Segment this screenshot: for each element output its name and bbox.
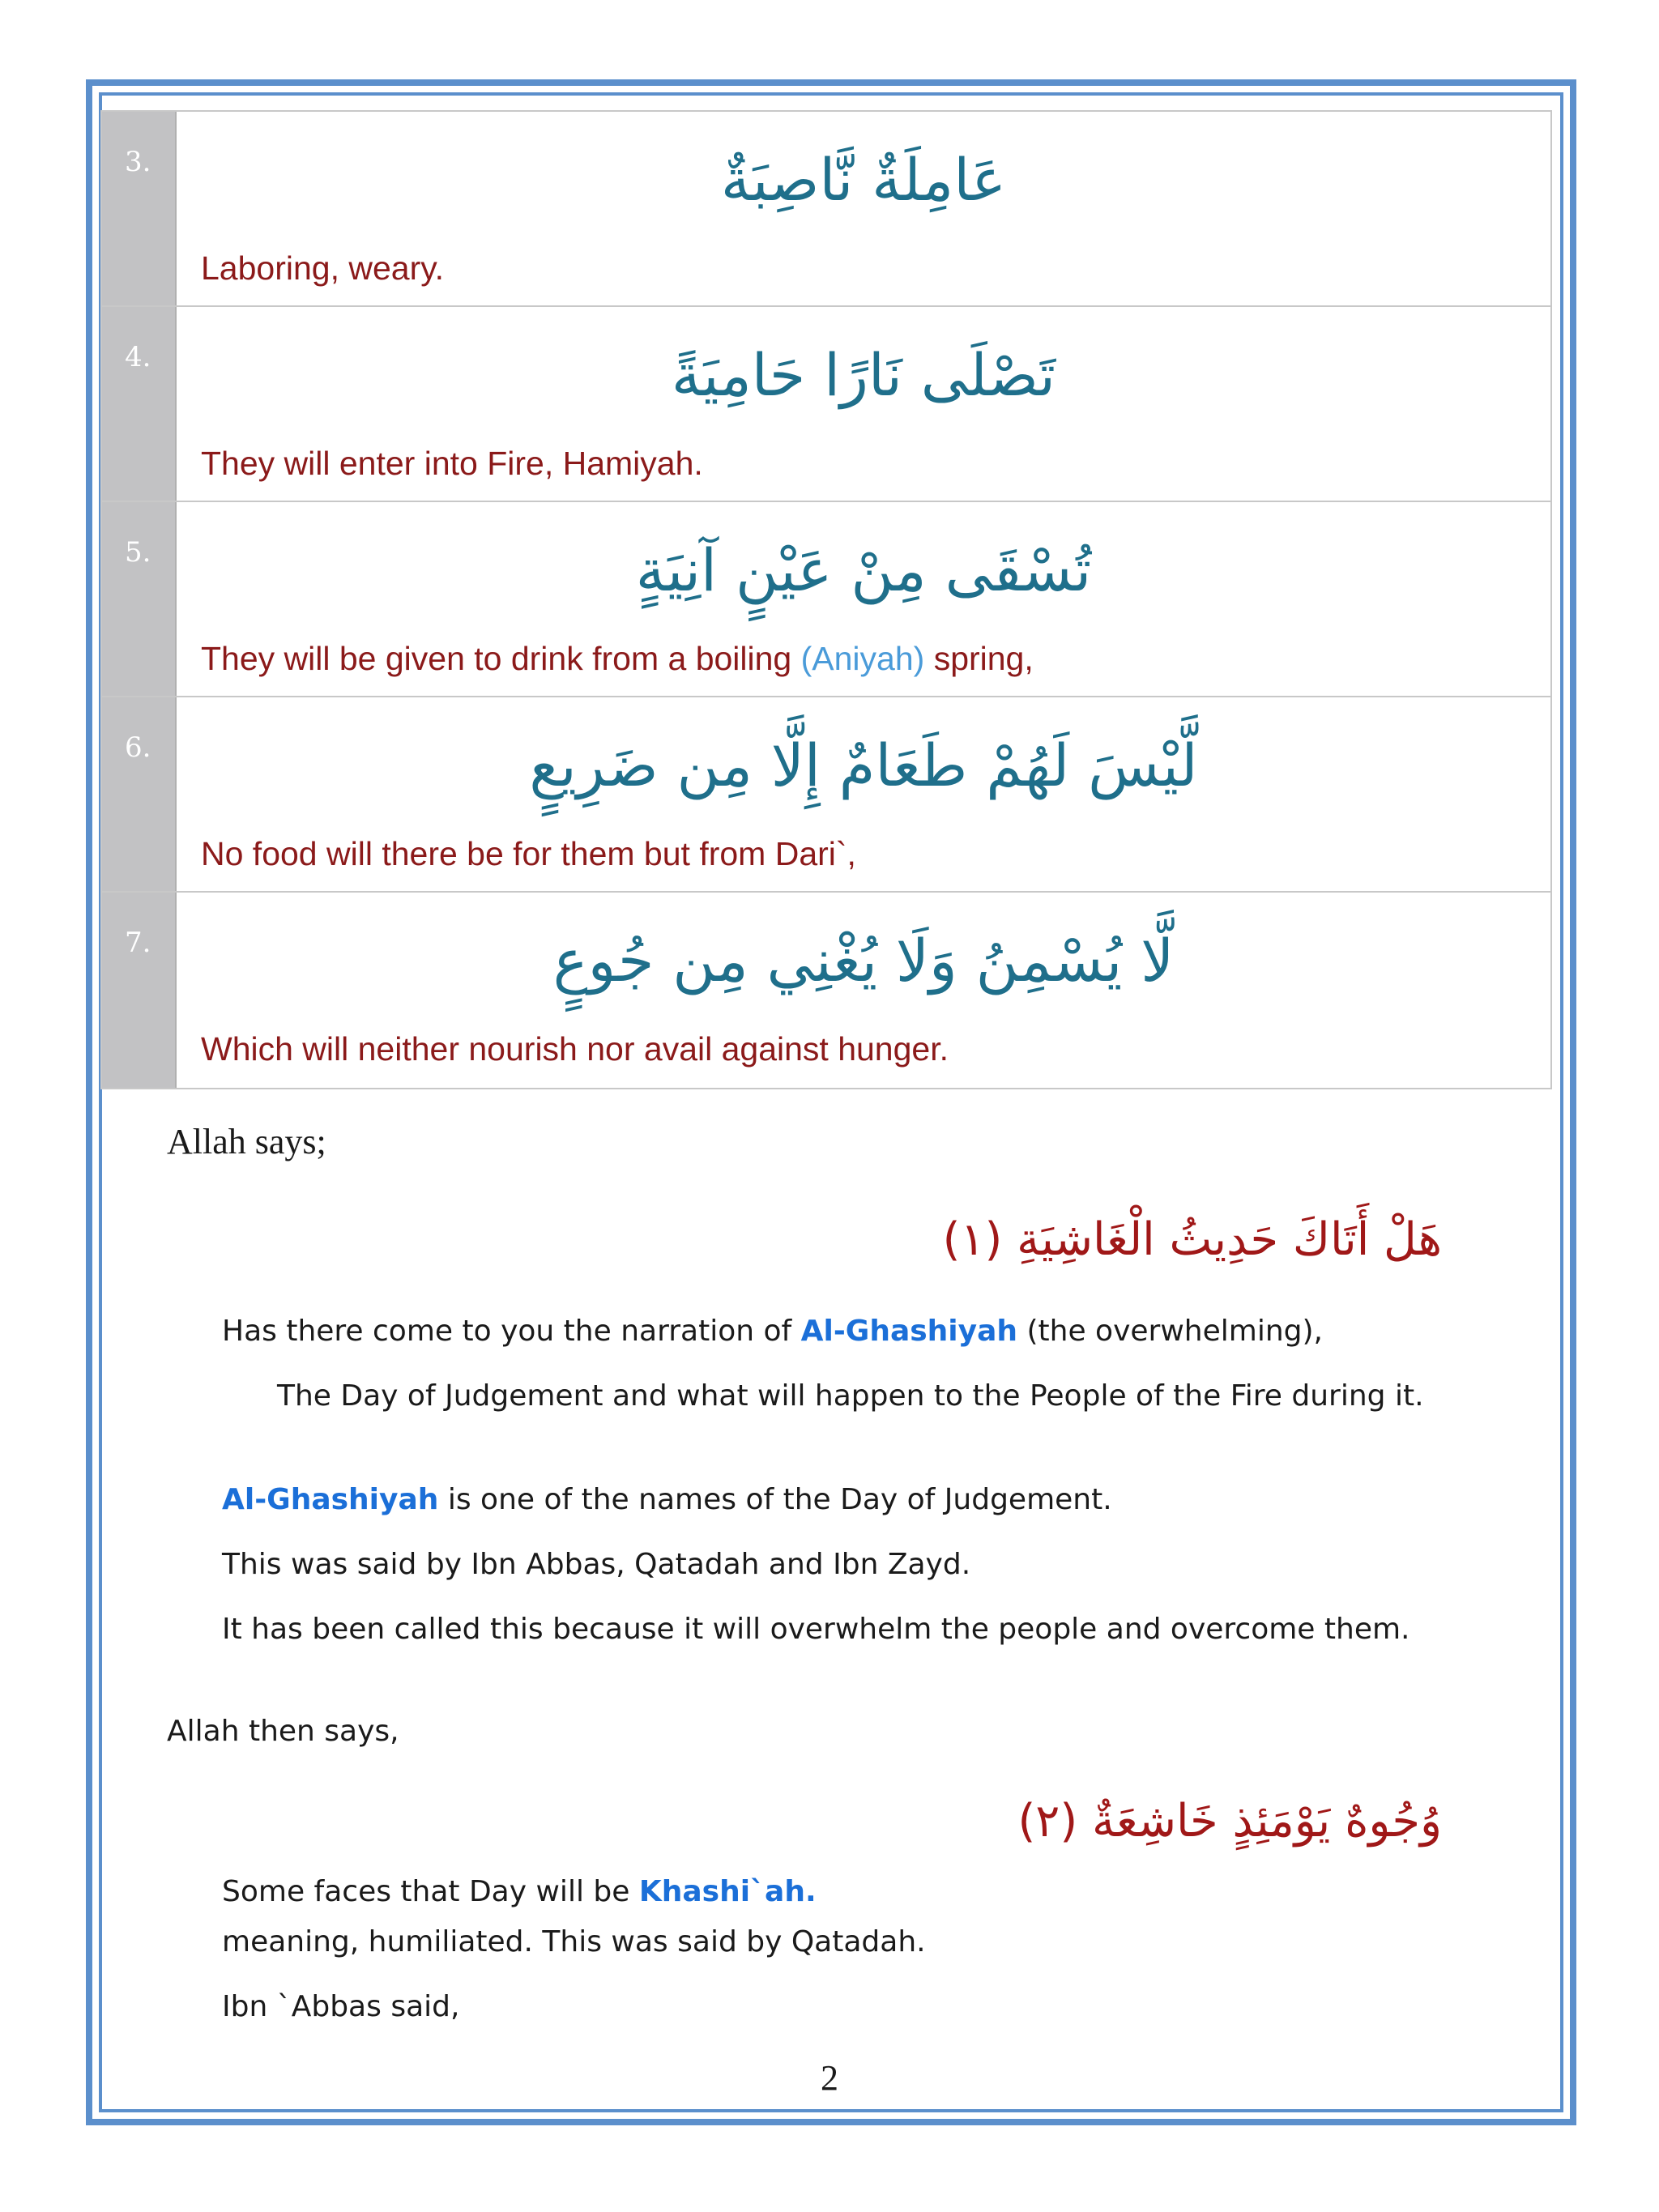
- term-highlight: Khashi`ah.: [638, 1875, 817, 1908]
- commentary-paragraph: Has there come to you the narration of Al-Ghashiyah (the overwhelming),: [222, 1315, 1323, 1348]
- verse-row-4: [102, 307, 1550, 502]
- verse-row-3: [102, 112, 1550, 307]
- verse-row-6: [102, 697, 1550, 893]
- arabic-quote-verse-2: وُجُوهٌ يَوْمَئِذٍ خَاشِعَةٌ (٢): [1017, 1795, 1442, 1848]
- verse-number-cell: [102, 112, 177, 305]
- commentary-paragraph: The Day of Judgement and what will happen to the People of the Fire during it.: [277, 1379, 1424, 1413]
- verse-translation: Laboring, weary.: [201, 249, 445, 287]
- verse-table: [100, 110, 1552, 1089]
- commentary-paragraph: Ibn `Abbas said,: [222, 1990, 460, 2023]
- commentary-paragraph: meaning, humiliated. This was said by Qatadah.: [222, 1925, 926, 1958]
- verse-number-cell: [102, 307, 177, 501]
- allah-then-says-heading: Allah then says,: [167, 1715, 399, 1748]
- verse-number-cell: [102, 502, 177, 696]
- translation-highlight: (Aniyah): [800, 640, 925, 677]
- verse-translation: They will enter into Fire, Hamiyah.: [201, 445, 703, 482]
- verse-translation: Which will neither nourish nor avail against hunger.: [201, 1030, 949, 1068]
- verse-arabic-text: لَّا يُسْمِنُ وَلَا يُغْنِي مِن جُوعٍ: [552, 927, 1175, 995]
- verse-number: 3.: [125, 146, 151, 178]
- verse-number: 4.: [125, 341, 151, 373]
- verse-number: 7.: [125, 927, 151, 959]
- verse-arabic-text: تُسْقَى مِنْ عَيْنٍ آنِيَةٍ: [635, 536, 1092, 604]
- verse-translation: No food will there be for them but from Dari`,: [201, 835, 856, 872]
- verse-row-5: [102, 502, 1550, 697]
- verse-arabic-text: عَامِلَةٌ نَّاصِبَةٌ: [720, 146, 1007, 214]
- commentary-paragraph: Al-Ghashiyah is one of the names of the Day of Judgement.: [222, 1483, 1112, 1516]
- arabic-quote-verse-1: هَلْ أَتَاكَ حَدِيثُ الْغَاشِيَةِ (١): [942, 1213, 1442, 1266]
- translation-text: They will be given to drink from a boiling: [201, 640, 801, 677]
- verse-arabic-text: تَصْلَى نَارًا حَامِيَةً: [671, 341, 1056, 409]
- verse-number-cell: [102, 697, 177, 891]
- allah-says-heading: Allah says;: [167, 1122, 326, 1161]
- verse-number: 5.: [125, 536, 151, 569]
- commentary-paragraph: This was said by Ibn Abbas, Qatadah and Ibn Zayd.: [222, 1548, 971, 1581]
- verse-number: 6.: [125, 731, 151, 764]
- term-highlight: Al-Ghashiyah: [222, 1483, 439, 1516]
- page-number: 2: [821, 2058, 838, 2098]
- verse-row-7: [102, 893, 1550, 1088]
- verse-number-cell: [102, 893, 177, 1088]
- commentary-paragraph: It has been called this because it will overwhelm the people and overcome them.: [222, 1613, 1410, 1646]
- verse-translation: [201, 640, 1034, 678]
- translation-text: spring,: [924, 640, 1034, 677]
- verse-arabic-text: لَّيْسَ لَهُمْ طَعَامٌ إِلَّا مِن ضَرِيعٍ: [529, 731, 1198, 799]
- term-highlight: Al-Ghashiyah: [800, 1315, 1018, 1348]
- commentary-paragraph: Some faces that Day will be Khashi`ah.: [222, 1875, 817, 1908]
